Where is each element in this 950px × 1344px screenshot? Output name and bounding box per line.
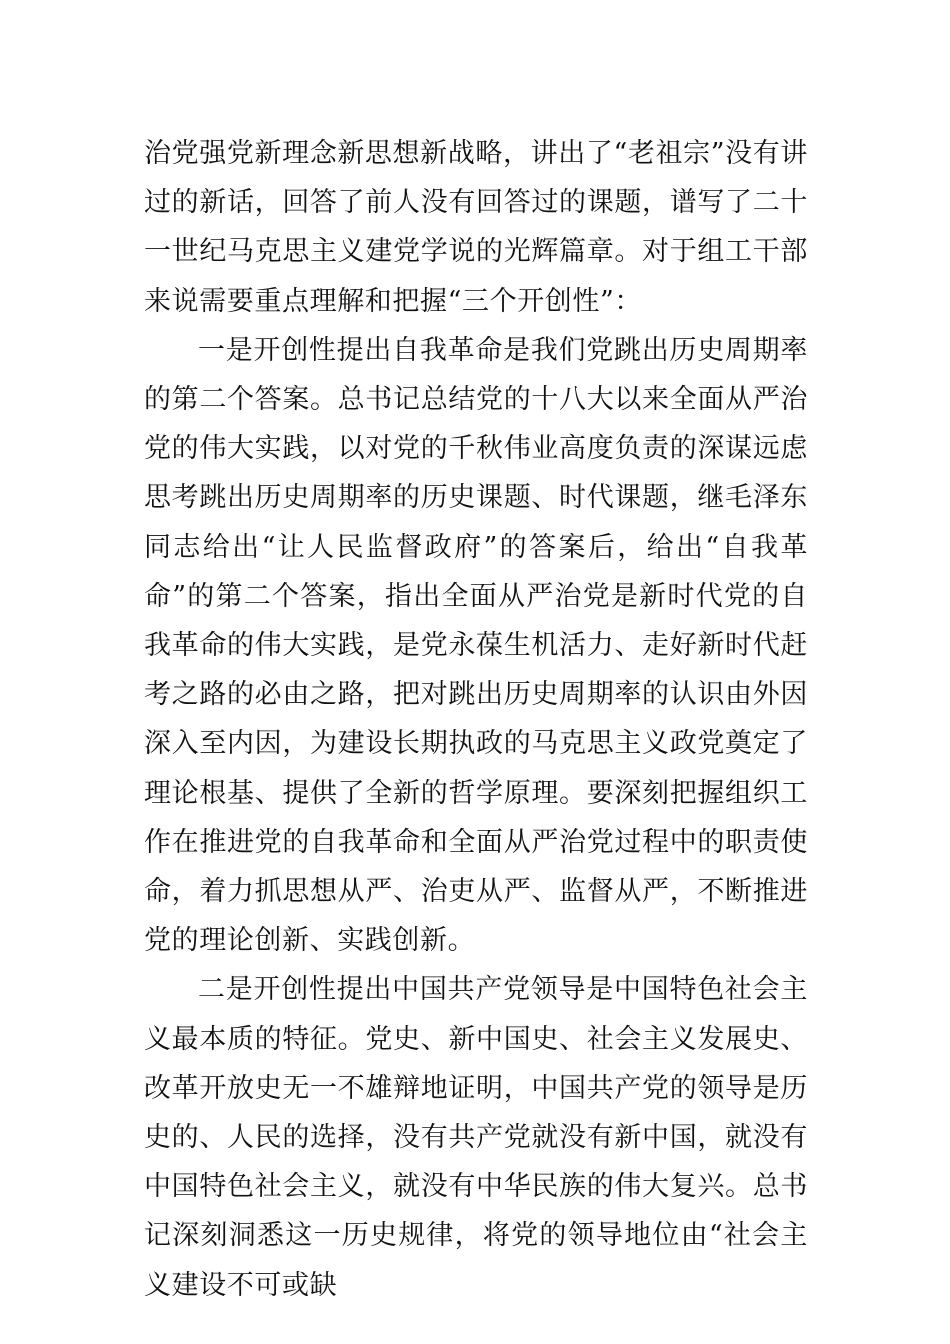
paragraph-second-point: 二是开创性提出中国共产党领导是中国特色社会主义最本质的特征。党史、新中国史、社会主义发展史、改革开放史无一不雄辩地证明，中国共产党的领导是历史的、人民的选择，没有共产党就没有新中国，就没有中国特色社会主义，就没有中华民族的伟大复兴。总书记深刻洞悉这一历史规律，将党的领导地位由“社会主义建设不可或缺 [144, 974, 808, 1301]
paragraph-first-point: 一是开创性提出自我革命是我们党跳出历史周期率的第二个答案。总书记总结党的十八大以来全面从严治党的伟大实践，以对党的千秋伟业高度负责的深谋远虑思考跳出历史周期率的历史课题、时代课题，继毛泽东同志给出“让人民监督政府”的答案后，给出“自我革命”的第二个答案，指出全面从严治党是新时代党的自我革命的伟大实践，是党永葆生机活力、走好新时代赶考之路的必由之路，把对跳出历史周期率的认识由外因深入至内因，为建设长期执政的马克思主义政党奠定了理论根基、提供了全新的哲学原理。要深刻把握组织工作在推进党的自我革命和全面从严治党过程中的职责使命，着力抓思想从严、治吏从严、监督从严，不断推进党的理论创新、实践创新。 [144, 334, 808, 957]
paragraph-continuation: 治党强党新理念新思想新战略，讲出了“老祖宗”没有讲过的新话，回答了前人没有回答过的课题，谱写了二十一世纪马克思主义建党学说的光辉篇章。对于组工干部来说需要重点理解和把握“三个开创性”： [144, 138, 808, 317]
body-text [144, 129, 808, 1310]
